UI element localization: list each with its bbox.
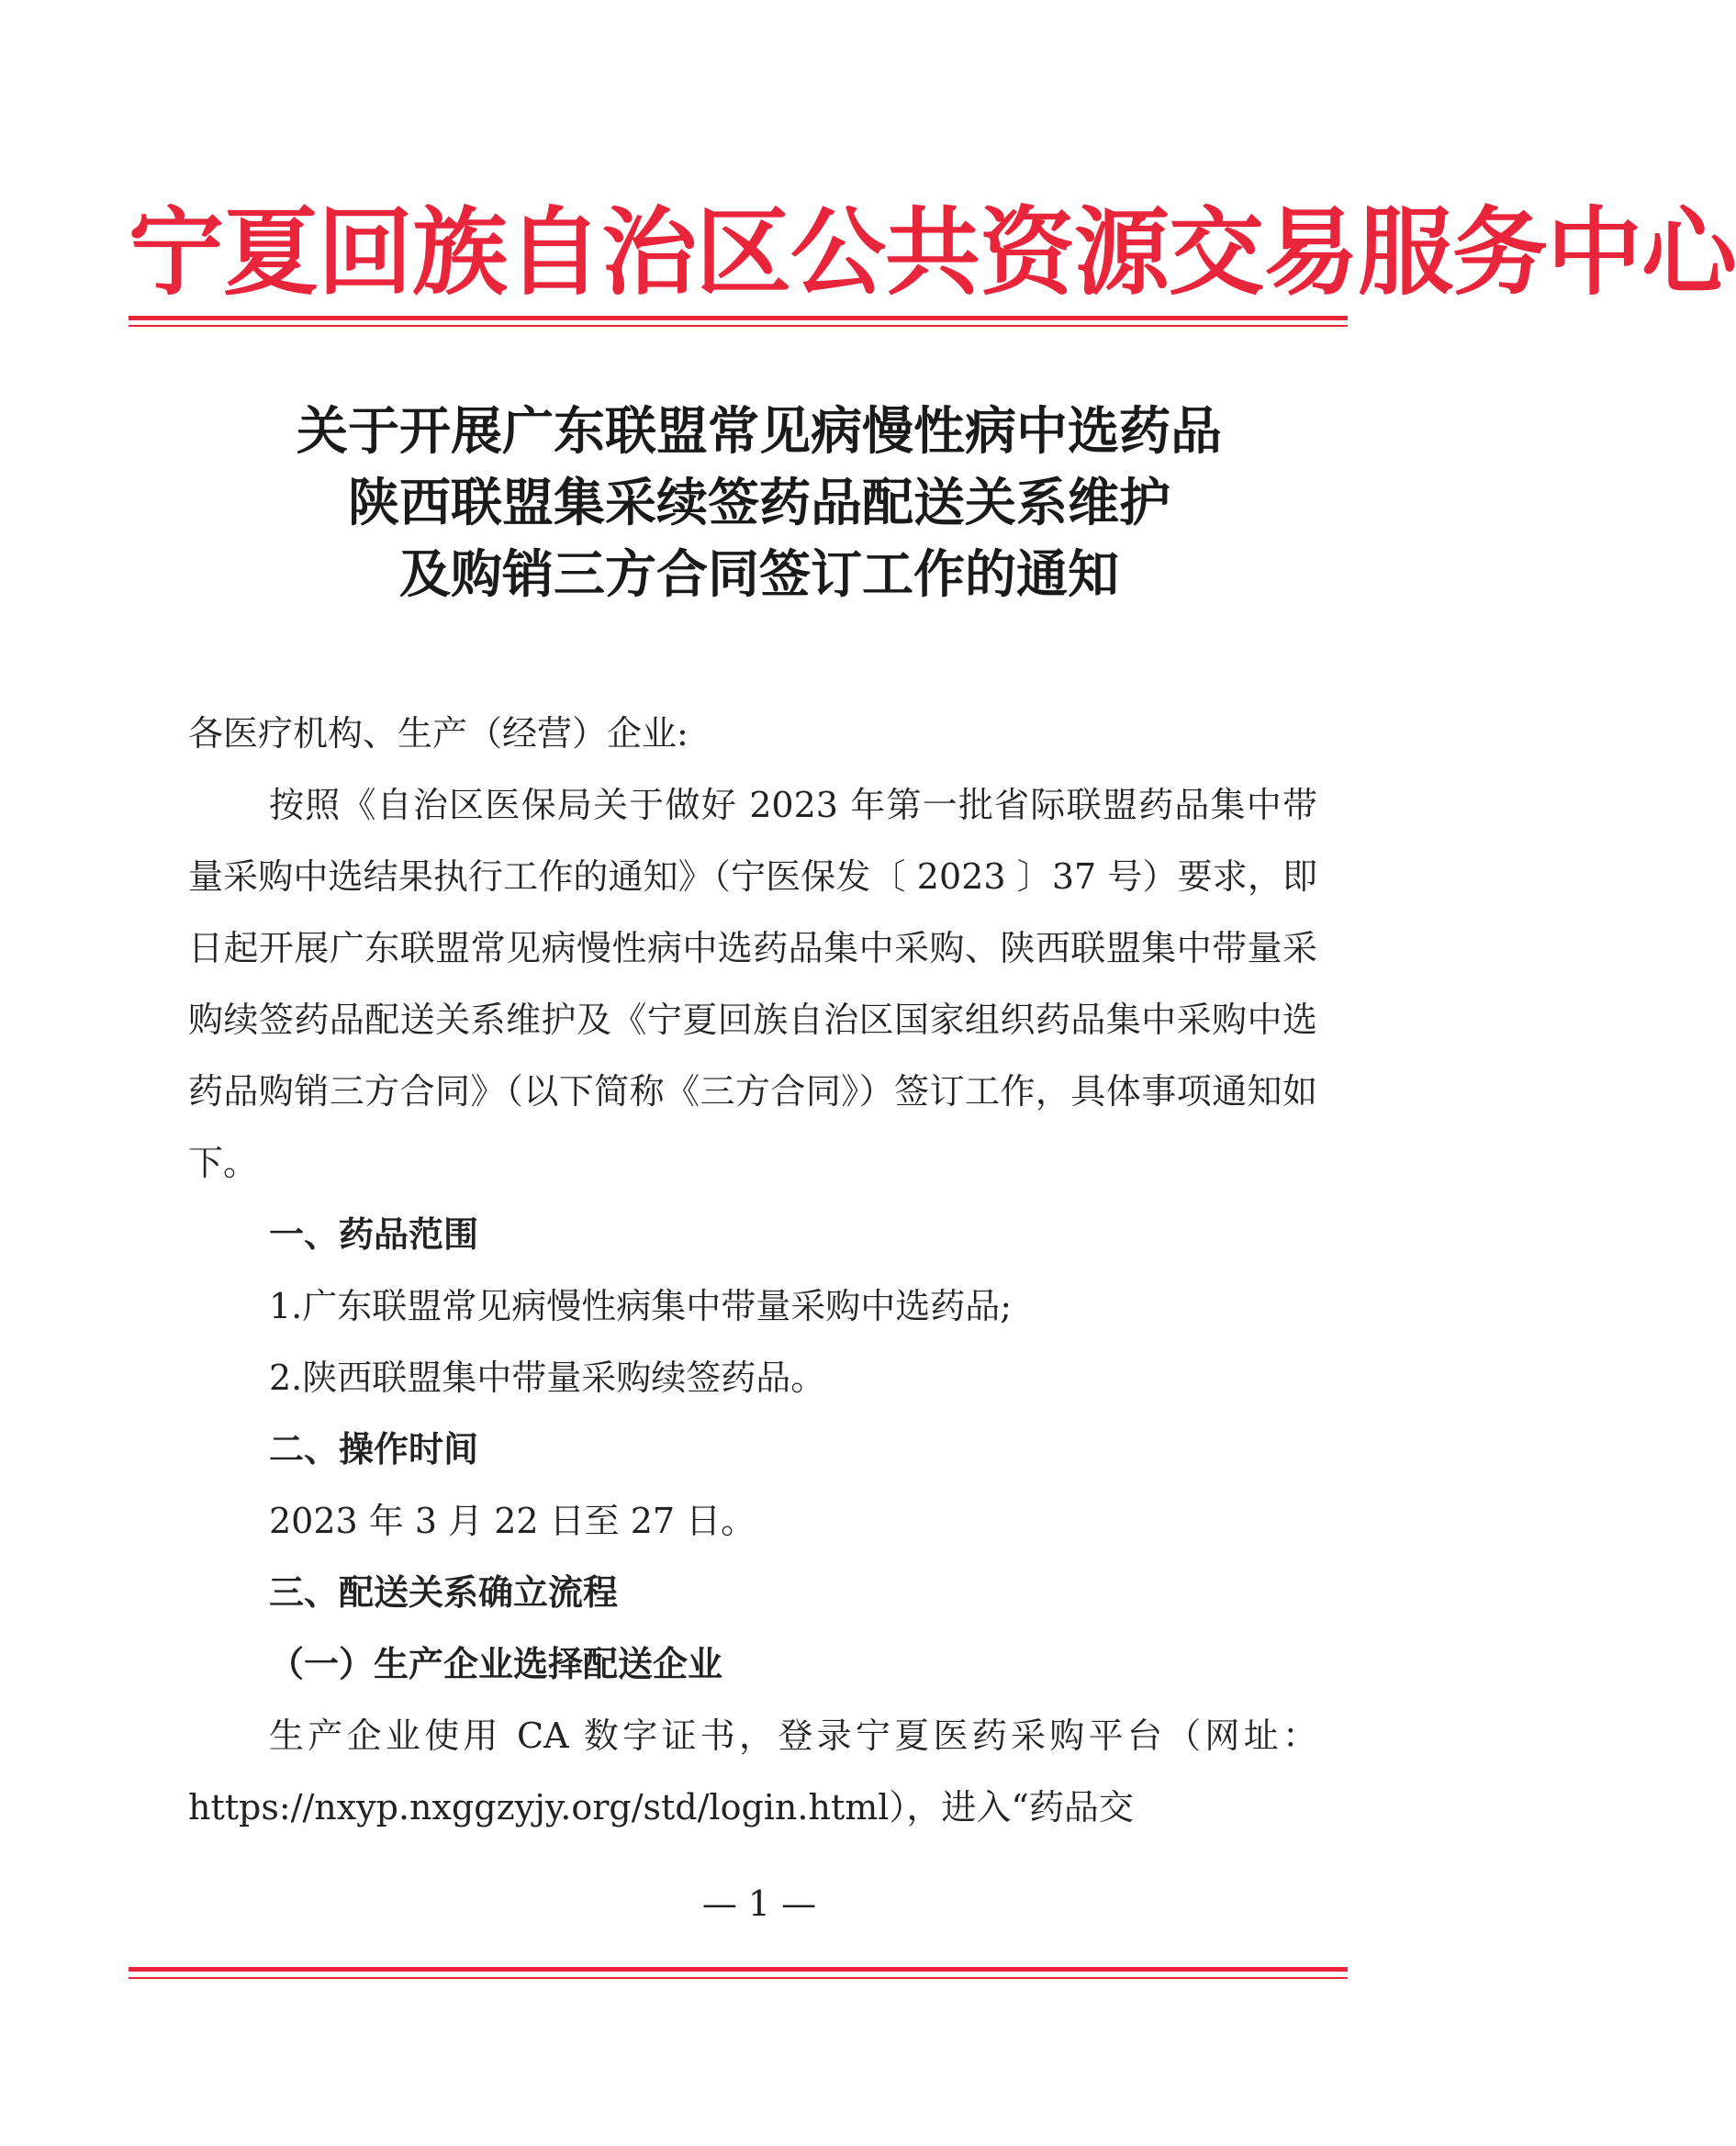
section-heading-distribution-process: 三、配送关系确立流程 (269, 1572, 619, 1613)
salutation: 各医疗机构、生产（经营）企业: (188, 713, 689, 754)
section-heading-drug-scope: 一、药品范围 (269, 1214, 479, 1255)
masthead-rule (129, 316, 1348, 330)
process-paragraph: 生产企业使用 CA 数字证书，登录宁夏医药采购平台（网址：https://nxyp.nxggzyjy.org/std/login.html），进入“药品交 (188, 1716, 1317, 1827)
intro-paragraph: 按照《自治区医保局关于做好 2023 年第一批省际联盟药品集中带量采购中选结果执行工作的通知》（宁医保发〔 2023 〕37 号）要求，即日起开展广东联盟常见病慢性病中选药品集中采购、陕西联盟集中带量采购续签药品配送关系维护及《宁夏回族自治区国家组织药品集中采购中选药品购销三方合同》（以下简称《三方合同》）签订工作，具体事项通知如下。 (188, 785, 1317, 1183)
rule-thick-line (129, 316, 1348, 320)
masthead: 宁夏回族自治区公共资源交易服务中心 (129, 196, 1736, 308)
subsection-heading-select-distributor: （一）生产企业选择配送企业 (269, 1644, 723, 1684)
rule-thin-line (129, 325, 1348, 327)
title-line-3: 及购销三方合同签订工作的通知 (399, 545, 1119, 605)
drug-scope-item-2: 2.陕西联盟集中带量采购续签药品。 (269, 1358, 826, 1398)
document-body (188, 698, 1317, 1843)
title-line-2: 陕西联盟集采续签药品配送关系维护 (348, 474, 1170, 533)
section-heading-operation-time: 二、操作时间 (269, 1429, 479, 1470)
page-number: — 1 — (701, 1883, 817, 1924)
drug-scope-item-1: 1.广东联盟常见病慢性病集中带量采购中选药品; (269, 1286, 1013, 1326)
title-line-1: 关于开展广东联盟常见病慢性病中选药品 (297, 402, 1222, 462)
rule-thin-line (129, 1977, 1348, 1979)
footer-rule (129, 1967, 1348, 1982)
operation-date-range: 2023 年 3 月 22 日至 27 日。 (269, 1501, 756, 1541)
document-title (129, 397, 1390, 611)
rule-thick-line (129, 1967, 1348, 1972)
